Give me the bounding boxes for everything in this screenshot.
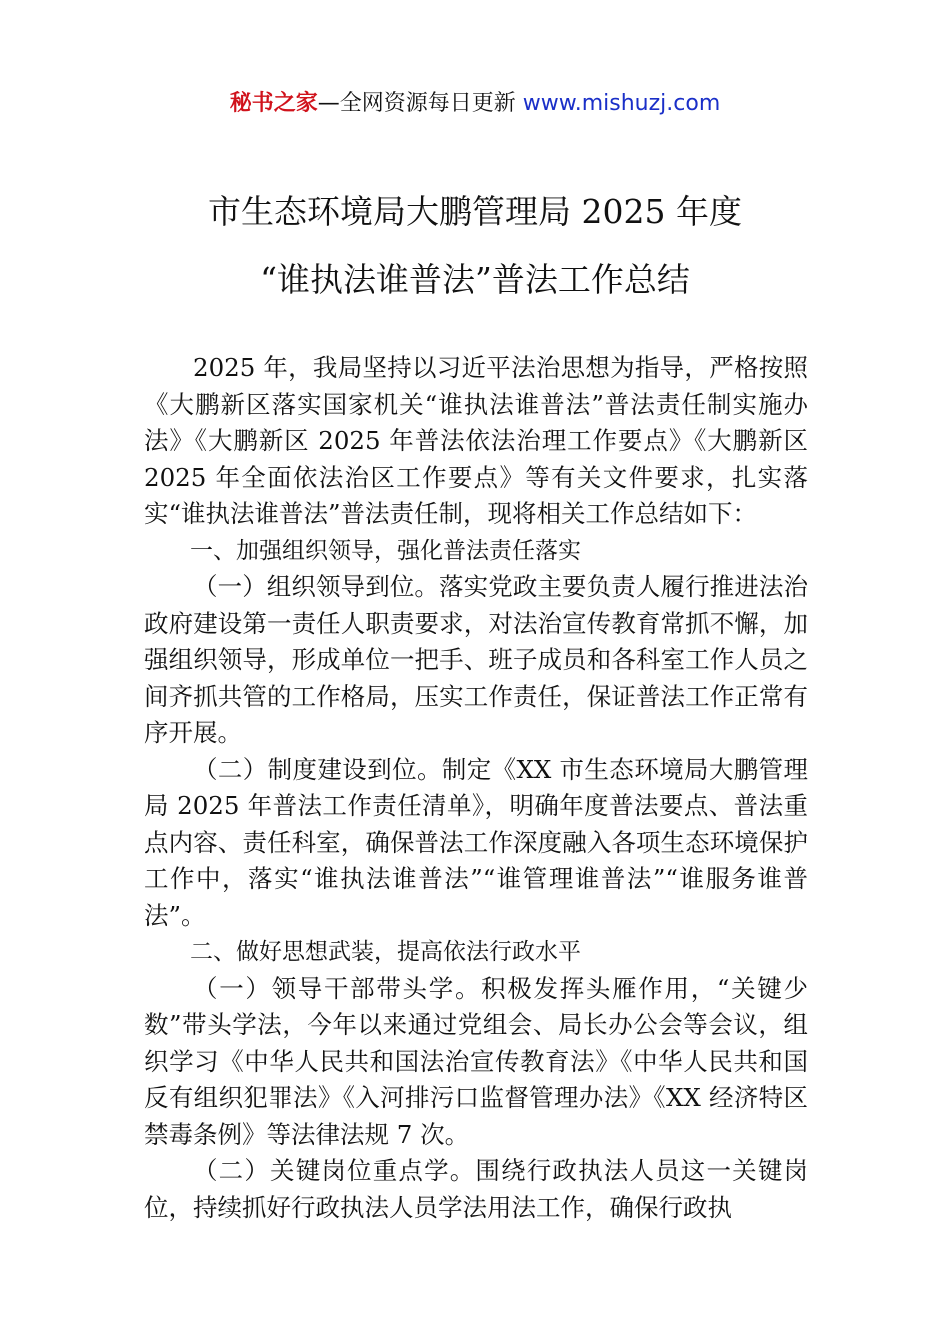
banner-tagline: 全网资源每日更新 [339, 91, 523, 116]
document-title-line-1: 市生态环境局大鹏管理局 2025 年度 [208, 192, 742, 231]
intro-paragraph: 2025 年，我局坚持以习近平法治思想为指导，严格按照《大鹏新区落实国家机关“谁执法谁普法”普法责任制实施办法》《大鹏新区 2025 年普法依法治理工作要点》《大鹏新区 2025 年全面依法治区工作要点》等有关文件要求，扎实落实“谁执法谁普法”普法责任制，现将相关工作总结如下： [144, 353, 808, 528]
site-brand: 秘书之家 [229, 91, 318, 116]
body-paragraph: （二）关键岗位重点学。围绕行政执法人员这一关键岗位，持续抓好行政执法人员学法用法工作，确保行政执 [144, 1156, 808, 1222]
section-heading-1: 一、加强组织领导，强化普法责任落实 [190, 537, 581, 564]
site-banner [0, 88, 950, 120]
body-paragraph: （一）组织领导到位。落实党政主要负责人履行推进法治政府建设第一责任人职责要求，对法治宣传教育常抓不懈，加强组织领导，形成单位一把手、班子成员和各科室工作人员之间齐抓共管的工作格局，压实工作责任，保证普法工作正常有序开展。 [144, 572, 808, 747]
body-paragraph: （一）领导干部带头学。积极发挥头雁作用，“关键少数”带头学法，今年以来通过党组会、局长办公会等会议，组织学习《中华人民共和国法治宣传教育法》《中华人民共和国反有组织犯罪法》《入河排污口监督管理办法》《XX 经济特区禁毒条例》等法律法规 7 次。 [144, 973, 808, 1149]
banner-dash: — [317, 91, 340, 116]
body-paragraph: （二）制度建设到位。制定《XX 市生态环境局大鹏管理局 2025 年普法工作责任清单》，明确年度普法要点、普法重点内容、责任科室，确保普法工作深度融入各项生态环境保护工作中，落实“谁执法谁普法”“谁管理谁普法”“谁服务谁普法”。 [144, 754, 808, 930]
document-body [144, 350, 808, 1226]
site-url-link[interactable]: www.mishuzj.com [522, 91, 721, 116]
document-title-line-2: “谁执法谁普法”普法工作总结 [260, 260, 690, 299]
section-heading-2: 二、做好思想武装，提高依法行政水平 [190, 939, 581, 965]
